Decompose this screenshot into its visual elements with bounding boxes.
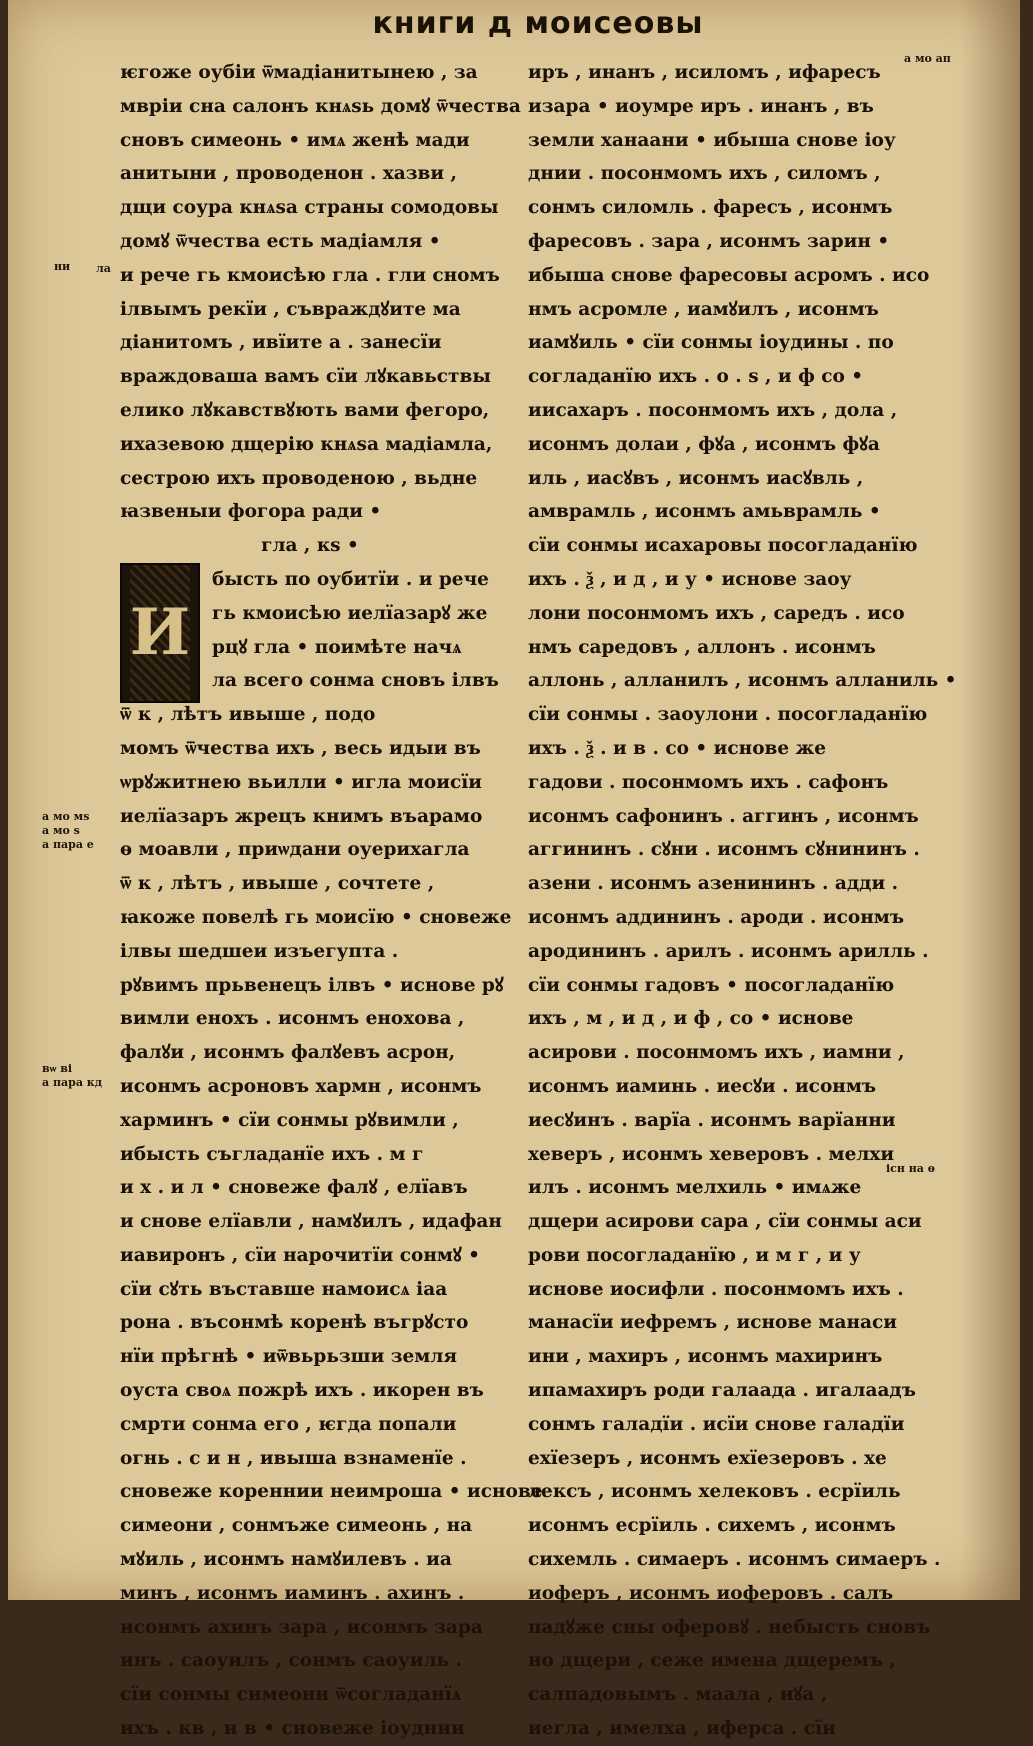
margin-note-line: вѡ ві [42, 1062, 73, 1075]
text-line: ѿ к , лѣтъ ивыше , подо [120, 704, 376, 726]
left-column-top-lines [120, 56, 521, 529]
text-line: рови посогладанїю , и м г , и у [528, 1244, 861, 1266]
text-line: сонмъ галадїи . исїи снове галадїи [528, 1413, 905, 1435]
text-line: салпадовымъ . маала , иꙋа , [528, 1684, 828, 1706]
initial-letter: И [130, 565, 190, 701]
text-line: гадови . посонмомъ ихъ . сафонъ [528, 771, 889, 793]
text-line: иесꙋинъ . варїа . исонмъ варїанни [528, 1109, 896, 1131]
text-line: ихъ . ѯ , и д , и у • иснове заоу [528, 568, 852, 590]
text-line: рона . въсонмѣ коренѣ въгрꙋсто [120, 1312, 469, 1334]
text-line: иелїазаръ жрецъ книмъ въарамо [120, 805, 483, 827]
text-line: сновеже кореннии неимроша • иснове [120, 1481, 543, 1503]
text-line: дщи соура кнѧѕа страны сомодовы [120, 197, 499, 219]
margin-note-line: а мо ѕ [42, 824, 80, 837]
text-line: асирови . посонмомъ ихъ , иамни , [528, 1042, 905, 1064]
text-line: иисахаръ . посонмомъ ихъ , дола , [528, 399, 898, 421]
text-line: домꙋ ѿчества есть мадіамля • [120, 230, 441, 252]
left-column-bottom-lines [120, 698, 543, 1746]
text-line: сїи сонмы симеони ѿсогладанїѧ [120, 1684, 462, 1706]
text-line: сонмъ силомль . фаресъ , исонмъ [528, 197, 893, 219]
text-line: изара • иоумре иръ . инанъ , въ [528, 95, 874, 117]
text-line: ехїезеръ , исонмъ ехїезеровъ . хе [528, 1447, 887, 1469]
text-line: лони посонмомъ ихъ , саредъ . исо [528, 602, 905, 624]
text-line: ихъ , м , и д , и ф , со • иснове [528, 1008, 854, 1030]
text-line: огнь . с и н , ивыша взнаменїе . [120, 1447, 467, 1469]
text-line: земли ханаани • ибыша снове іоу [528, 129, 896, 151]
text-line: дщери асирови сара , сїи сонмы аси [528, 1211, 922, 1233]
text-line: ꙗкоже повелѣ гь моисїю • сновеже [120, 906, 512, 928]
text-line: харминъ • сїи сонмы рꙋвимли , [120, 1109, 459, 1131]
text-line: ибысть съгладанїе ихъ . м г [120, 1143, 424, 1165]
text-line: днии . посонмомъ ихъ , силомъ , [528, 163, 881, 185]
text-line: исонмъ иаминь . иесꙋи . исонмъ [528, 1075, 877, 1097]
text-line: ини , махиръ , исонмъ махиринъ [528, 1346, 883, 1368]
text-line: нмъ саредовъ , аллонъ . исонмъ [528, 636, 876, 658]
text-line: ѿ к , лѣтъ , ивыше , сочтете , [120, 873, 435, 895]
text-line: исонмъ долаи , фꙋа , исонмъ фꙋа [528, 433, 880, 455]
text-line: инъ . саоуилъ , сонмъ саоуиль . [120, 1650, 462, 1672]
text-line: согладанїю ихъ . о . ѕ , и ф со • [528, 366, 864, 388]
margin-note-top-right: а мо ап [904, 52, 951, 65]
text-line: оуста своѧ пожрѣ ихъ . икорен въ [120, 1380, 484, 1402]
text-line: рꙋвимъ прьвенецъ ілвъ • иснове рꙋ [120, 974, 504, 996]
margin-note-line: а пара е [42, 838, 94, 851]
text-line: ілвымъ рекїи , съвраждꙋите ма [120, 298, 461, 320]
text-line: и рече гь кмоисѣю гла . гли сномъ [120, 264, 500, 286]
text-line: амврамль , исонмъ амьврамль • [528, 501, 881, 523]
text-line: анитыни , проводенон . хазви , [120, 163, 457, 185]
text-line: и х . и л • сновеже фалꙋ , елїавъ [120, 1177, 468, 1199]
text-line: вимли енохъ . исонмъ енохова , [120, 1008, 465, 1030]
text-line: момъ ѿчества ихъ , весь идыи въ [120, 737, 481, 759]
text-line: нїи прѣгнѣ • иѿвьрьзши земля [120, 1346, 458, 1368]
text-line: иль , иасꙋвъ , исонмъ иасꙋвль , [528, 467, 864, 489]
margin-note-left-b: ла [96, 262, 111, 275]
text-line: ѥгоже оубіи ѿмадіанитынею , за [120, 62, 478, 83]
margin-note-line: а мо мѕ [42, 810, 90, 823]
text-line: манасїи иефремъ , иснове манаси [528, 1312, 898, 1334]
text-line: ихъ . ѯ . и в . со • иснове же [528, 737, 827, 759]
margin-note-left-group-2 [42, 810, 94, 852]
text-line: ілвы шедшеи изъегупта . [120, 940, 399, 962]
book-page [8, 0, 1020, 1740]
text-line: сестрою ихъ проводеною , вьдне [120, 467, 478, 489]
text-line: враждоваша вамъ сїи лꙋкавьствы [120, 366, 491, 388]
text-line: исонмъ сафонинъ . аггинъ , исонмъ [528, 805, 919, 827]
text-line: иоферъ , исонмъ иоферовъ . салъ [528, 1582, 894, 1604]
text-line: сїи сонмы . заоулони . посогладанїю [528, 704, 928, 726]
text-line: ародининъ . арилъ . исонмъ арилль . [528, 940, 929, 962]
text-line: но дщери , сеже имена дщеремъ , [528, 1650, 896, 1672]
margin-note-right: існ на ѳ [886, 1162, 935, 1175]
text-line: ѡрꙋжитнею вьилли • игла моисїи [120, 771, 482, 793]
text-line: азени . исонмъ азенининъ . адди . [528, 873, 899, 895]
text-line: лексъ , исонмъ хелековъ . есрїиль [528, 1481, 901, 1503]
text-line: минъ , исонмъ иаминъ . ахинъ . [120, 1582, 465, 1604]
left-column [120, 56, 543, 1746]
text-line: иегла , имелха , иферса . сїи [528, 1718, 836, 1740]
text-line: фалꙋи , исонмъ фалꙋевъ асрон, [120, 1042, 456, 1064]
text-line: нмъ асромле , иамꙋилъ , исонмъ [528, 298, 879, 320]
text-line: и снове елїавли , намꙋилъ , идафан [120, 1211, 502, 1233]
chapter-start [120, 563, 500, 698]
text-line: симеони , сонмъже симеонь , на [120, 1515, 473, 1537]
text-line: ла всего сонма сновъ ілвъ [212, 670, 499, 692]
text-line: хеверъ , исонмъ хеверовъ . мелхи [528, 1143, 895, 1165]
margin-note-line: а пара кд [42, 1076, 103, 1089]
text-line: иръ , инанъ , исиломъ , ифаресъ [528, 62, 881, 83]
text-line: сїи сонмы исахаровы посогладанїю [528, 535, 918, 557]
text-line: илъ . исонмъ мелхиль • имѧже [528, 1177, 862, 1199]
illuminated-initial [120, 563, 200, 703]
chapter-heading: гла , кѕ • [261, 535, 359, 557]
running-header: книги д моисеовы [372, 6, 704, 41]
text-line: ꙗзвеныи фогора ради • [120, 501, 382, 523]
text-line: иснове иосифли . посонмомъ ихъ . [528, 1278, 904, 1300]
text-line: иамꙋиль • сїи сонмы іоудины . по [528, 332, 894, 354]
text-line: сїи сꙋть въставше намоисѧ іаа [120, 1278, 448, 1300]
text-line: ихъ . кв , и в • сновеже іоуднии [120, 1718, 465, 1740]
text-line: гь кмоисѣю иелїазарꙋ же [212, 602, 488, 624]
text-line: смрти сонма его , ѥгда попали [120, 1413, 457, 1435]
text-line: сїи сонмы гадовъ • посогладанїю [528, 974, 895, 996]
text-line: иавиронъ , сїи нарочитїи сонмꙋ • [120, 1244, 480, 1266]
text-line: ибыша снове фаресовы асромъ . исо [528, 264, 930, 286]
text-line: аллонь , алланилъ , исонмъ алланиль • [528, 670, 957, 692]
text-line: аггининъ . сꙋни . исонмъ сꙋнининъ . [528, 839, 920, 861]
margin-note-left-group-3 [42, 1062, 102, 1090]
text-line: ипамахиръ роди галаада . игалаадъ [528, 1380, 916, 1402]
margin-note-left-a: ни [54, 260, 71, 273]
text-line: мꙋиль , исонмъ намꙋилевъ . иа [120, 1549, 452, 1571]
text-line: исонмъ аддининъ . ароди . исонмъ [528, 906, 905, 928]
text-line: сновъ симеонь • имѧ женѣ мади [120, 129, 470, 151]
text-line: мвріи сна салонъ кнѧѕь домꙋ ѿчества [120, 95, 521, 117]
text-line: исонмъ асроновъ хармн , исонмъ [120, 1075, 482, 1097]
text-line: сихемль . симаеръ . исонмъ симаеръ . [528, 1549, 941, 1571]
text-line: исонмъ ахинъ зара , исонмъ зара [120, 1616, 483, 1638]
text-line: елико лꙋкавствꙋють вами фегоро, [120, 399, 490, 421]
text-line: ѳ моавли , приѡдани оуерихагла [120, 839, 470, 861]
text-line: падꙋже сны оферовꙋ . небысть сновъ [528, 1616, 931, 1638]
text-line: рцꙋ гла • поимѣте начѧ [212, 636, 462, 658]
text-line: бысть по оубитїи . и рече [212, 568, 489, 590]
text-line: діанитомъ , ивїите а . занесїи [120, 332, 442, 354]
text-line: ихазевою дщерію кнѧѕа мадіамла, [120, 433, 493, 455]
text-line: фаресовъ . зара , исонмъ зарин • [528, 230, 890, 252]
text-line: исонмъ есрїиль . сихемъ , исонмъ [528, 1515, 896, 1537]
